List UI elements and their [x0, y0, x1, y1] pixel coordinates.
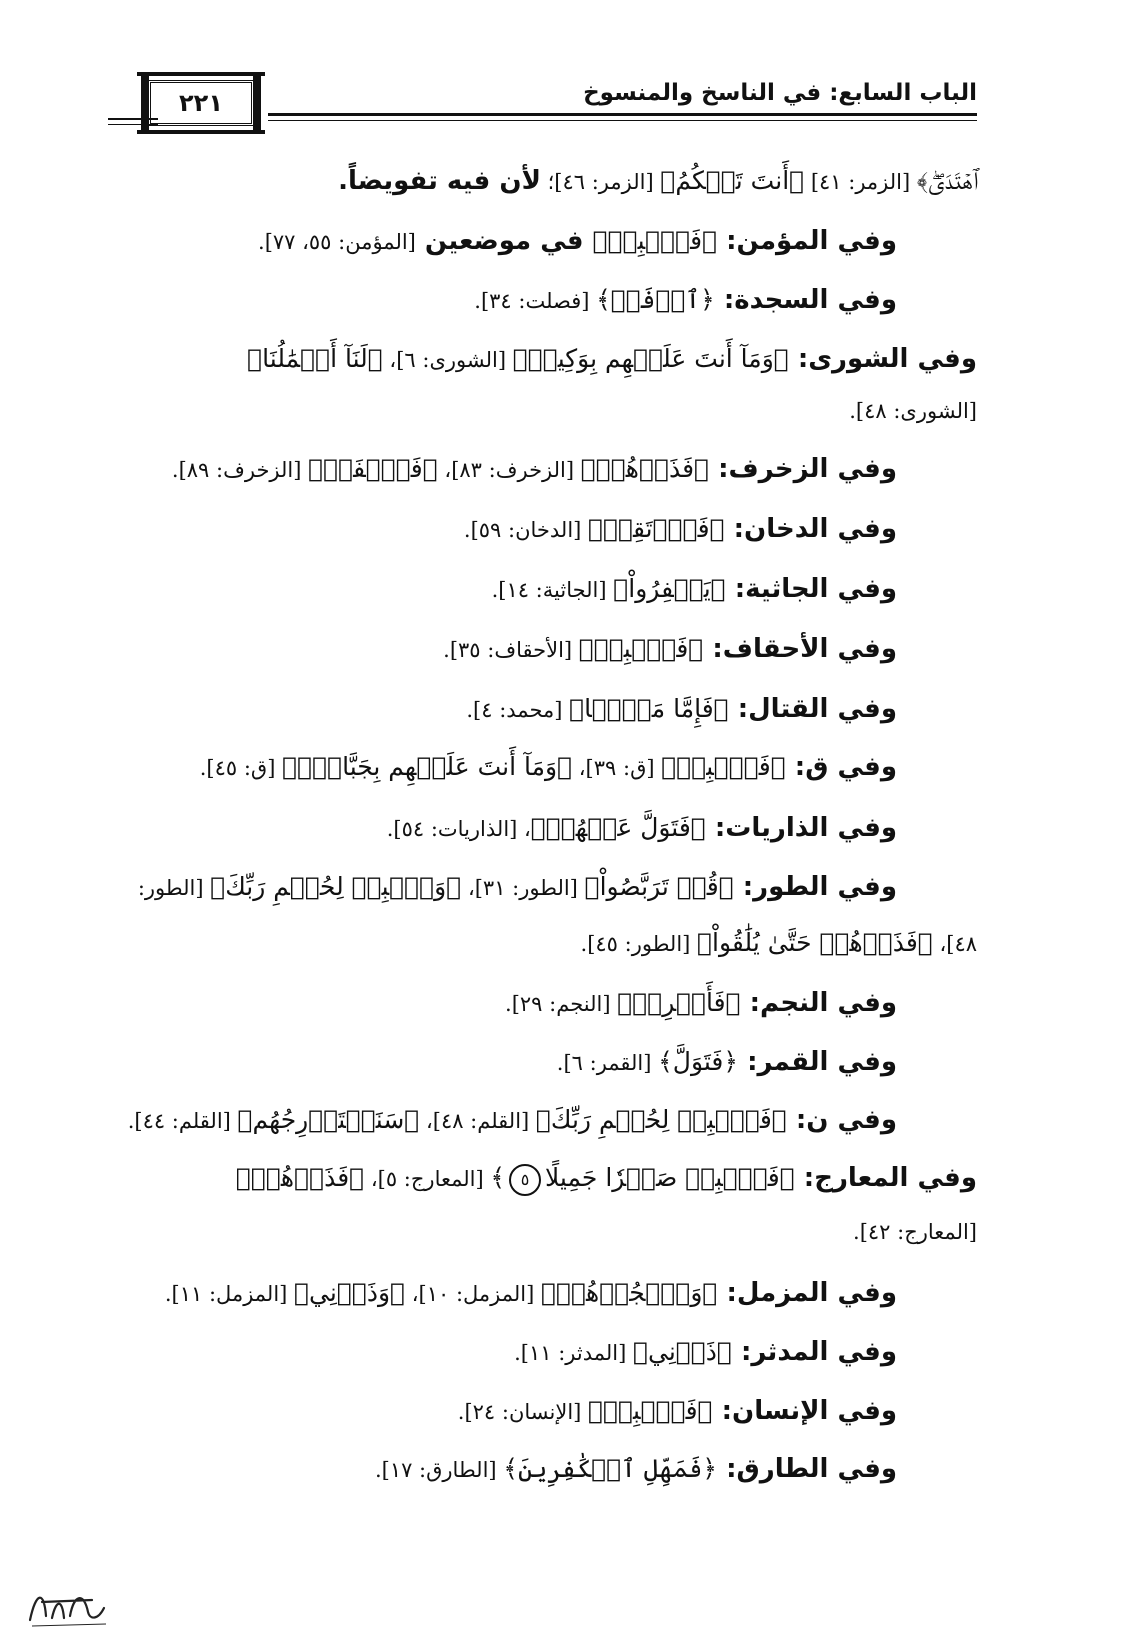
citation: [الطور: ٤٥].: [580, 932, 698, 956]
citation: [الزمر: ٤٦]؛: [540, 170, 661, 194]
section-lead: وفي ن:: [786, 1105, 897, 1135]
text-line: [108, 750, 897, 785]
text-line: [108, 986, 897, 1021]
page-box-cap: [137, 72, 265, 76]
text-line: [108, 572, 897, 607]
section-lead: لأن فيه تفويضاً.: [338, 166, 541, 196]
section-lead: وفي الشورى:: [788, 344, 977, 374]
text-line: [108, 1276, 897, 1311]
section-lead: وفي المؤمن:: [717, 226, 897, 256]
citation: [ق: ٣٩]،: [572, 756, 662, 780]
citation: [الزمر: ٤١]: [804, 170, 917, 194]
section-lead: وفي المعارج:: [794, 1163, 977, 1193]
quran-quote: ﴿وَٱصۡبِرۡ لِحُكۡمِ رَبِّكَ﴾: [210, 872, 462, 901]
quran-quote: ﴿فَإِمَّا مَنَّۢا﴾: [569, 694, 729, 723]
quran-quote: ﴿فَٱصۡبِرۡ صَبۡرٗا جَمِيلًا: [545, 1163, 795, 1192]
section-lead: في موضعين: [415, 226, 593, 256]
calligraphy-logo-icon: [22, 1572, 112, 1632]
citation: ، [الذاريات: ٥٤].: [386, 817, 531, 841]
citation: [الشورى: ٤٨].: [849, 399, 977, 423]
quran-quote: ﴿وَمَآ أَنتَ عَلَيۡهِم بِجَبَّارٖۖ﴾: [282, 752, 573, 781]
text-line: [108, 632, 897, 667]
quran-quote: ﴿قُلۡ تَرَبَّصُواْ﴾: [584, 872, 734, 901]
text-line: [108, 398, 977, 426]
text-line: [108, 164, 977, 199]
text-line: [108, 452, 897, 487]
quran-quote: ﴿فَٱصۡبِرۡ﴾: [661, 752, 786, 781]
quran-quote: ﴿فَٱصۡبِرۡ لِحُكۡمِ رَبِّكَ﴾: [535, 1105, 787, 1134]
citation: [الطور: ٣١]،: [461, 876, 585, 900]
quran-quote: ﴿فَٱصۡبِرۡ﴾: [592, 226, 718, 255]
citation: [الشورى: ٦]،: [382, 348, 513, 372]
citation: [المعارج: ٥]،: [364, 1167, 491, 1191]
quran-quote: ﴿فَمَهِّلِ ٱلۡكَٰفِرِينَ﴾: [503, 1454, 718, 1483]
quran-quote: ﴿يَغۡفِرُواْ﴾: [613, 574, 726, 603]
quran-quote: ﴿فَذَرۡهُمۡ﴾: [580, 454, 710, 483]
quran-quote: ﴿سَنَسۡتَدۡرِجُهُم﴾: [237, 1105, 420, 1134]
text-line: [108, 283, 897, 318]
quran-quote: ﴿لَنَآ أَعۡمَٰلُنَا﴾: [247, 344, 383, 373]
section-lead: وفي المزمل:: [717, 1278, 897, 1308]
citation: [فصلت: ٣٤].: [474, 289, 597, 313]
section-lead: وفي الإنسان:: [712, 1396, 897, 1426]
section-lead: وفي النجم:: [740, 988, 897, 1018]
page-number: ٢٢١: [179, 89, 223, 117]
text-line: [108, 1219, 977, 1247]
citation: [الإنسان: ٢٤].: [457, 1400, 589, 1424]
quran-quote: ﴿فَٱصۡبِرۡ﴾: [578, 634, 704, 663]
quran-quote: ﴿وَٱهۡجُرۡهُمۡ﴾: [541, 1278, 718, 1307]
citation: [القلم: ٤٨]،: [419, 1109, 536, 1133]
quran-quote: ﴿فَٱصۡفَحۡ﴾: [308, 454, 438, 483]
section-lead: وفي الطارق:: [717, 1454, 897, 1484]
citation: [المؤمن: ٥٥، ٧٧].: [258, 230, 416, 254]
chapter-title: الباب السابع: في الناسخ والمنسوخ: [583, 80, 977, 106]
text-line: [108, 926, 977, 961]
section-lead: وفي الزخرف:: [709, 454, 897, 484]
citation: [الزخرف: ٨٣]،: [437, 458, 581, 482]
quran-quote: ﴿ٱدۡفَعۡ﴾: [596, 285, 715, 314]
text-line: [108, 512, 897, 547]
quran-quote: ﴿فَٱصۡبِرۡ﴾: [588, 1396, 713, 1425]
quran-quote: ﴿أَنتَ تَحۡكُمُ﴾: [660, 166, 805, 195]
citation: [الطارق: ١٧].: [374, 1458, 504, 1482]
verse-end-marker: ٥: [509, 1164, 541, 1196]
text-line: [108, 1161, 977, 1196]
quran-quote: ﴿فَذَرۡهُمۡ﴾: [235, 1163, 365, 1192]
quran-quote: ﴿فَٱرۡتَقِبۡ﴾: [588, 514, 725, 543]
quran-quote: ﴿وَمَآ أَنتَ عَلَيۡهِم بِوَكِيلٖ﴾: [512, 344, 789, 373]
section-lead: وفي المدثر:: [731, 1337, 897, 1367]
citation: [النجم: ٢٩].: [505, 992, 618, 1016]
text-line: [108, 870, 897, 905]
section-lead: وفي القتال:: [728, 694, 897, 724]
citation: [ق: ٤٥].: [199, 756, 283, 780]
section-lead: وفي الذاريات:: [705, 813, 897, 843]
text-line: [108, 224, 897, 259]
section-lead: وفي الجاثية:: [725, 574, 897, 604]
quran-quote: ﴿فَتَوَلَّ﴾: [658, 1047, 739, 1076]
section-lead: وفي الطور:: [733, 872, 897, 902]
section-lead: وفي الدخان:: [724, 514, 897, 544]
text-line: [108, 692, 897, 727]
quran-quote: ﴾: [490, 1163, 505, 1192]
text-line: [108, 1045, 897, 1080]
quran-quote: ﴿فَأَعۡرِضۡ﴾: [617, 988, 741, 1017]
citation: [المزمل: ١٠]،: [405, 1282, 541, 1306]
citation: [محمد: ٤].: [466, 698, 570, 722]
citation: [الطور:: [137, 876, 211, 900]
quran-quote: ﭐﻫۡﺘَﺪَﻯٰۖ﴾: [916, 166, 977, 195]
section-lead: وفي السجدة:: [714, 285, 897, 315]
citation: [المزمل: ١١].: [164, 1282, 295, 1306]
header-rule: [268, 113, 977, 116]
section-lead: وفي الأحقاف:: [703, 634, 897, 664]
quran-quote: ﴿ذَرۡنِي﴾: [632, 1337, 732, 1366]
text-line: [108, 1452, 897, 1487]
quran-quote: ﴿فَتَوَلَّ عَنۡهُمۡ﴾: [530, 813, 706, 842]
citation: [الأحقاف: ٣٥].: [443, 638, 579, 662]
text-line: [108, 811, 897, 846]
header-rule-thin: [268, 120, 977, 121]
section-lead: وفي ق:: [785, 752, 897, 782]
quran-quote: ﴿وَذَرۡنِي﴾: [294, 1278, 406, 1307]
page-number-box: [148, 80, 254, 126]
citation: [الزخرف: ٨٩].: [171, 458, 309, 482]
citation: [القمر: ٦].: [556, 1051, 659, 1075]
text-line: [108, 342, 977, 377]
section-lead: وفي القمر:: [738, 1047, 897, 1077]
citation: [الدخان: ٥٩].: [463, 518, 589, 542]
page-box-base: [137, 130, 265, 134]
text-line: [108, 1394, 897, 1429]
citation: [المعارج: ٤٢].: [853, 1220, 977, 1244]
citation: ٤٨]،: [932, 932, 977, 956]
text-line: [108, 1103, 897, 1138]
quran-quote: ﴿فَذَرۡهُمۡ حَتَّىٰ يُلَٰقُواْ﴾: [697, 928, 933, 957]
citation: [الجاثية: ١٤].: [491, 578, 614, 602]
text-line: [108, 1335, 897, 1370]
citation: [المدثر: ١١].: [514, 1341, 633, 1365]
citation: [القلم: ٤٤].: [127, 1109, 238, 1133]
